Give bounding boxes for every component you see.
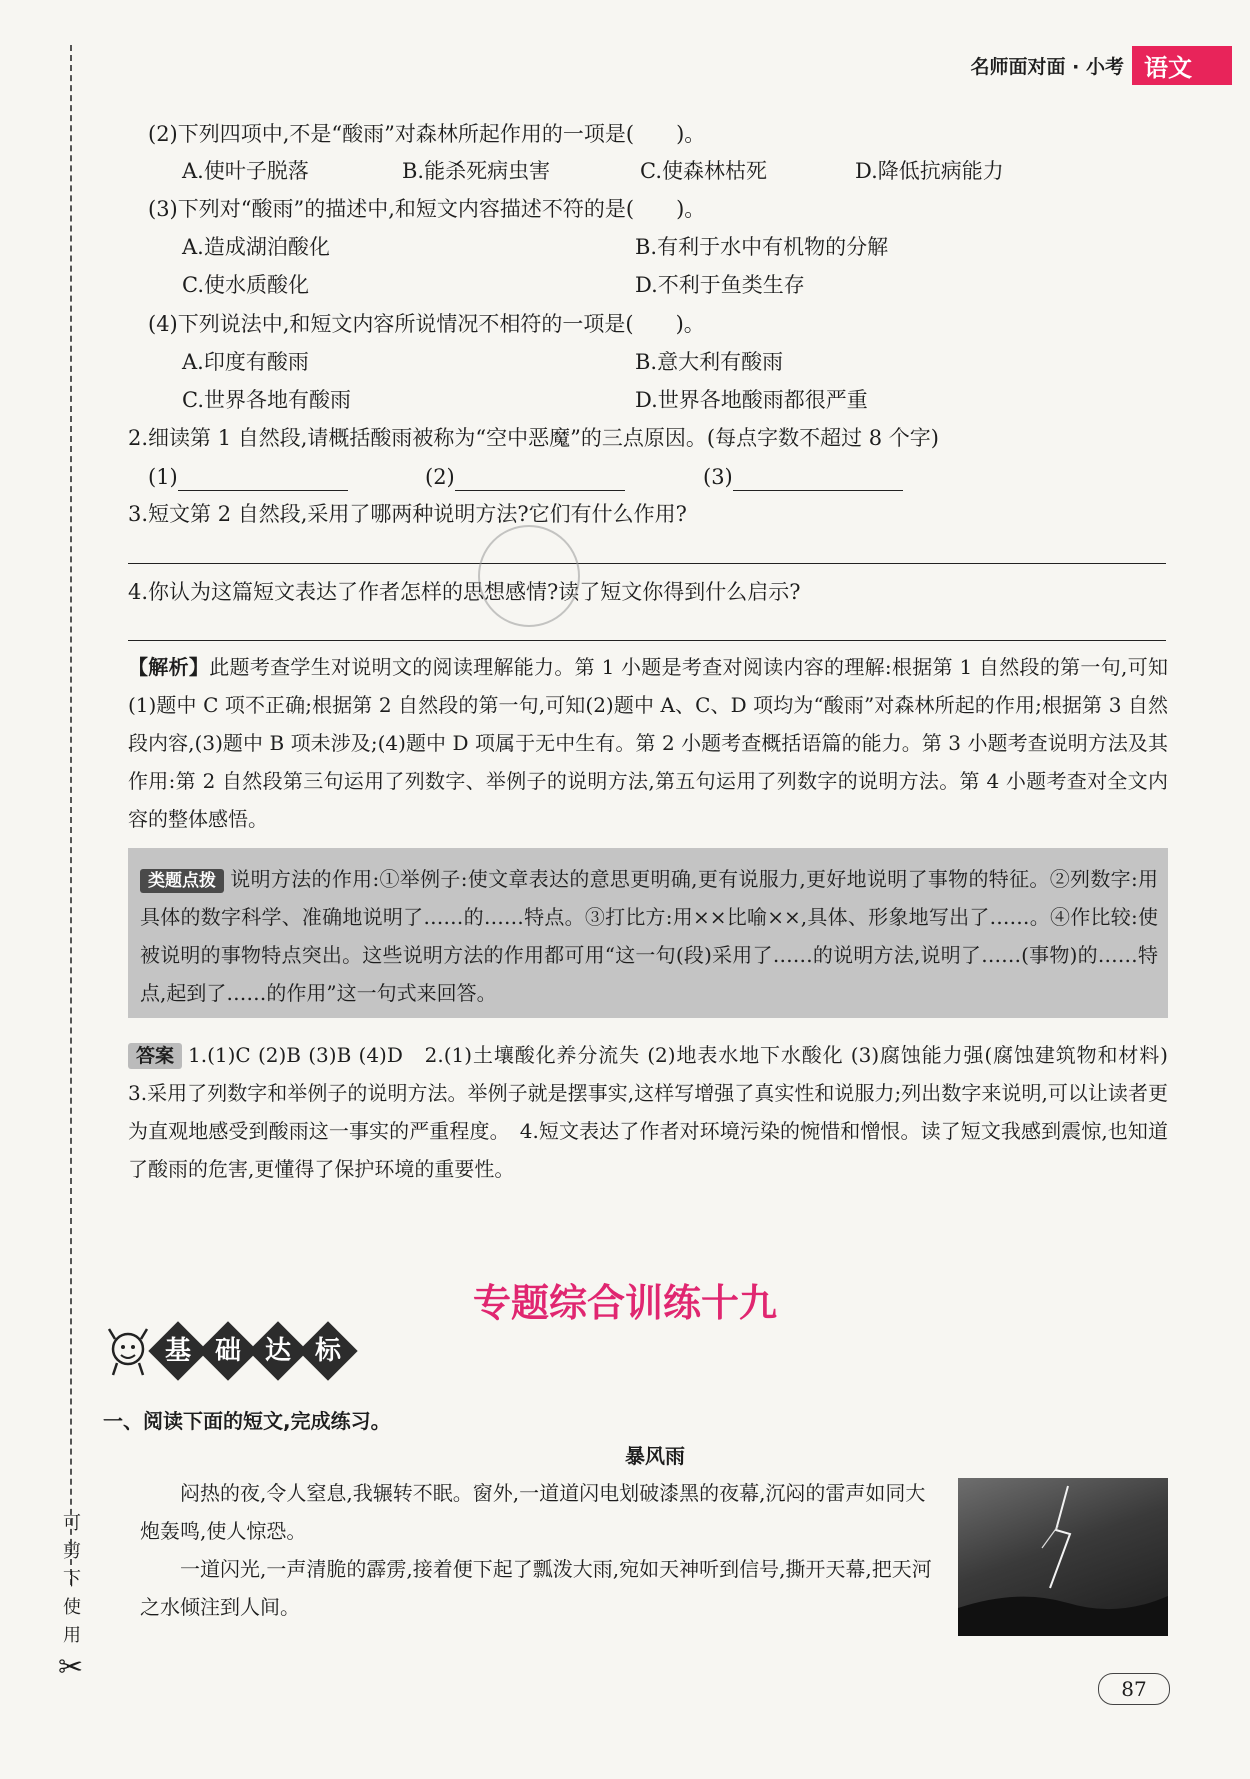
section-title: 专题综合训练十九 xyxy=(472,1281,777,1325)
q1-2-stem: (2)下列四项中,不是“酸雨”对森林所起作用的一项是( )。 xyxy=(148,122,706,146)
q1-2-option-c: C.使森林枯死 xyxy=(640,159,767,183)
q3-stem: 3.短文第 2 自然段,采用了哪两种说明方法?它们有什么作用? xyxy=(128,502,687,526)
q2-blank-1[interactable]: (1) xyxy=(148,463,348,491)
analysis-block xyxy=(128,648,1168,838)
section-badge xyxy=(103,1325,349,1377)
q4-answer-line[interactable] xyxy=(128,640,1166,641)
q1-4-option-c: C.世界各地有酸雨 xyxy=(182,388,351,412)
q1-2-option-b: B.能杀死病虫害 xyxy=(402,159,551,183)
page-header xyxy=(971,48,1232,82)
answer-block xyxy=(128,1036,1188,1188)
mascot-icon xyxy=(103,1325,153,1377)
page-number: 87 xyxy=(1098,1673,1170,1705)
scissors-icon: ✂ xyxy=(58,1650,84,1685)
badge-char: 基 xyxy=(148,1321,207,1380)
q4-stem: 4.你认为这篇短文表达了作者怎样的思想感情?读了短文你得到什么启示? xyxy=(128,580,801,604)
q1-2-option-d: D.降低抗病能力 xyxy=(855,159,1004,183)
story-paragraph-1: 闷热的夜,令人窒息,我辗转不眠。窗外,一道道闪电划破漆黑的夜幕,沉闷的雷声如同大炮轰鸣,使人惊恐。 xyxy=(140,1481,926,1543)
cut-instruction: 可剪下使用 xyxy=(63,1513,81,1646)
q1-3-option-b: B.有利于水中有机物的分解 xyxy=(635,235,889,259)
q2-blank-2[interactable]: (2) xyxy=(425,463,625,491)
q1-4-option-a: A.印度有酸雨 xyxy=(182,350,309,374)
q2-blank-3[interactable]: (3) xyxy=(703,463,903,491)
q1-4-option-b: B.意大利有酸雨 xyxy=(635,350,784,374)
subject-badge: 语文 xyxy=(1132,46,1232,85)
storm-photo xyxy=(958,1478,1168,1636)
question-heading: 一、阅读下面的短文,完成练习。 xyxy=(103,1409,391,1433)
q1-3-option-c: C.使水质酸化 xyxy=(182,273,309,297)
story-paragraph-2: 一道闪光,一声清脆的霹雳,接着便下起了瓢泼大雨,宛如天神听到信号,撕开天幕,把天河之水倾注到人间。 xyxy=(140,1557,932,1619)
q1-3-stem: (3)下列对“酸雨”的描述中,和短文内容描述不符的是( )。 xyxy=(148,197,706,221)
series-title: 名师面对面 · 小考 xyxy=(970,55,1124,78)
q1-4-stem: (4)下列说法中,和短文内容所说情况不相符的一项是( )。 xyxy=(148,312,705,336)
answer-label: 答案 xyxy=(128,1043,182,1069)
tip-block xyxy=(140,860,1158,1012)
badge-char: 础 xyxy=(198,1321,257,1380)
badge-char: 标 xyxy=(298,1321,357,1380)
watermark-stamp xyxy=(478,525,580,627)
q1-4-option-d: D.世界各地酸雨都很严重 xyxy=(635,388,868,412)
tip-text: 说明方法的作用:①举例子:使文章表达的意思更明确,更有说服力,更好地说明了事物的特征。②列数字:用具体的数字科学、准确地说明了……的……特点。③打比方:用××比喻××,具体、形象地写出了……。④作比较:使被说明的事物特点突出。这些说明方法的作用都可用“这一句(段)采用了……的说明方法,说明了……(事物)的……特点,起到了……的作用”这一句式来回答。 xyxy=(140,867,1158,1005)
analysis-text: 此题考查学生对说明文的阅读理解能力。第 1 小题是考查对阅读内容的理解:根据第 1 自然段的第一句,可知(1)题中 C 项不正确;根据第 2 自然段的第一句,可知(2)题中 A、C、D 项均为“酸雨”对森林所起的作用;根据第 3 自然段内容,(3)题中 B 项未涉及;(4)题中 D 项属于无中生有。第 2 小题考查概括语篇的能力。第 3 小题考查说明方法及其作用:第 2 自然段第三句运用了列数字、举例子的说明方法,第五句运用了列数字的说明方法。第 4 小题考查对全文内容的整体感悟。 xyxy=(128,655,1168,831)
tip-label: 类题点拨 xyxy=(140,869,224,893)
analysis-label: 【解析】 xyxy=(128,655,210,679)
cut-line xyxy=(70,45,72,1585)
q1-3-option-d: D.不利于鱼类生存 xyxy=(635,273,805,297)
story-title: 暴风雨 xyxy=(625,1444,685,1468)
q1-3-option-a: A.造成湖泊酸化 xyxy=(182,235,330,259)
q1-2-option-a: A.使叶子脱落 xyxy=(182,159,309,183)
answer-text: 1.(1)C (2)B (3)B (4)D 2.(1)土壤酸化养分流失 (2)地表水地下水酸化 (3)腐蚀能力强(腐蚀建筑物和材料) 3.采用了列数字和举例子的说明方法。举例子就是摆事实,这样写增强了真实性和说服力;列出数字来说明,可以让读者更为直观地感受到酸雨这一事实的严重程度。 4.短文表达了作者对环境污染的惋惜和憎恨。读了短文我感到震惊,也知道了酸雨的危害,更懂得了保护环境的重要性。 xyxy=(128,1043,1188,1181)
badge-char: 达 xyxy=(248,1321,307,1380)
q2-stem: 2.细读第 1 自然段,请概括酸雨被称为“空中恶魔”的三点原因。(每点字数不超过 8 个字) xyxy=(128,426,939,450)
q3-answer-line[interactable] xyxy=(128,563,1166,564)
